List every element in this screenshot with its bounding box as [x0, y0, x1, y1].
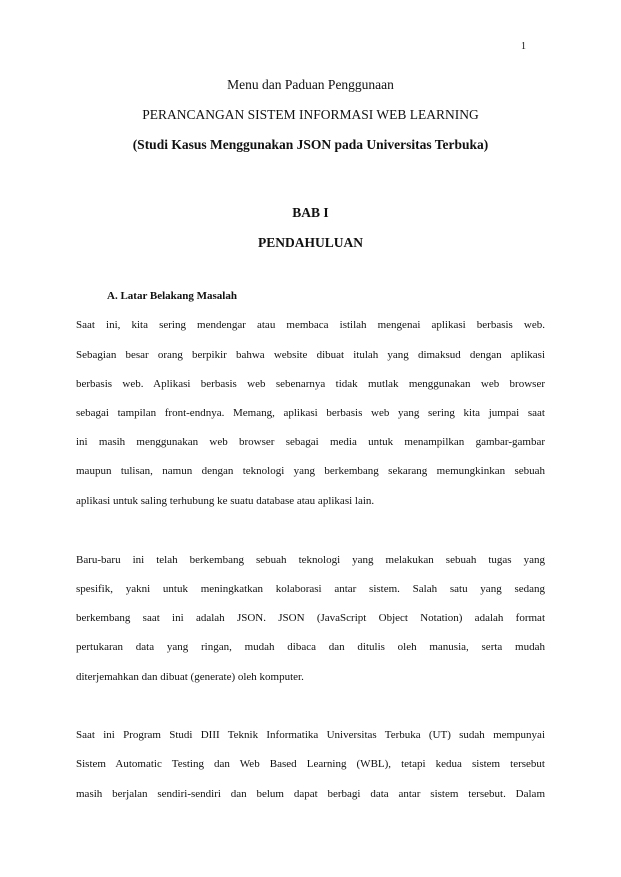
doc-title: PERANCANGAN SISTEM INFORMASI WEB LEARNING: [142, 107, 479, 122]
paragraph-line: pertukaran data yang ringan, mudah dibaca dan ditulis oleh manusia, serta mudah: [76, 641, 545, 653]
paragraph-line: maupun tulisan, namun dengan teknologi yang berkembang sekarang memungkinkan sebuah: [76, 465, 545, 477]
paragraph-line: Saat ini, kita sering mendengar atau membaca istilah mengenai aplikasi berbasis web.: [76, 319, 545, 331]
doc-case-study: (Studi Kasus Menggunakan JSON pada Universitas Terbuka): [132, 137, 489, 152]
section-heading: A. Latar Belakang Masalah: [107, 290, 237, 302]
paragraph-line: masih berjalan sendiri-sendiri dan belum dapat berbagi data antar sistem tersebut. Dalam: [76, 788, 545, 800]
page-number: 1: [521, 41, 526, 52]
paragraph-line: Saat ini Program Studi DIII Teknik Informatika Universitas Terbuka (UT) sudah mempunyai: [76, 729, 545, 741]
paragraph-line: aplikasi untuk saling terhubung ke suatu database atau aplikasi lain.: [76, 495, 375, 507]
chapter-title: PENDAHULUAN: [257, 235, 363, 250]
paragraph-line: Sebagian besar orang berpikir bahwa website dibuat itulah yang dimaksud dengan aplikasi: [76, 349, 545, 361]
paragraph-line: ini masih menggunakan web browser sebagai media untuk menampilkan gambar-gambar: [76, 436, 545, 448]
paragraph-line: Sistem Automatic Testing dan Web Based Learning (WBL), tetapi kedua sistem tersebut: [76, 758, 545, 770]
paragraph-line: berbasis web. Aplikasi berbasis web sebenarnya tidak mutlak menggunakan web browser: [76, 378, 545, 390]
paragraph-line: spesifik, yakni untuk meningkatkan kolaborasi antar sistem. Salah satu yang sedang: [76, 583, 545, 595]
paragraph-line: diterjemahkan dan dibuat (generate) oleh komputer.: [76, 671, 304, 683]
doc-subtitle: Menu dan Paduan Penggunaan: [227, 77, 394, 92]
chapter-number: BAB I: [292, 205, 329, 220]
paragraph-line: Baru-baru ini telah berkembang sebuah teknologi yang melakukan sebuah tugas yang: [76, 554, 545, 566]
paragraph-line: berkembang saat ini adalah JSON. JSON (JavaScript Object Notation) adalah format: [76, 612, 545, 624]
paragraph-line: sebagai tampilan front-endnya. Memang, aplikasi berbasis web yang sering kita jumpai saat: [76, 407, 545, 419]
